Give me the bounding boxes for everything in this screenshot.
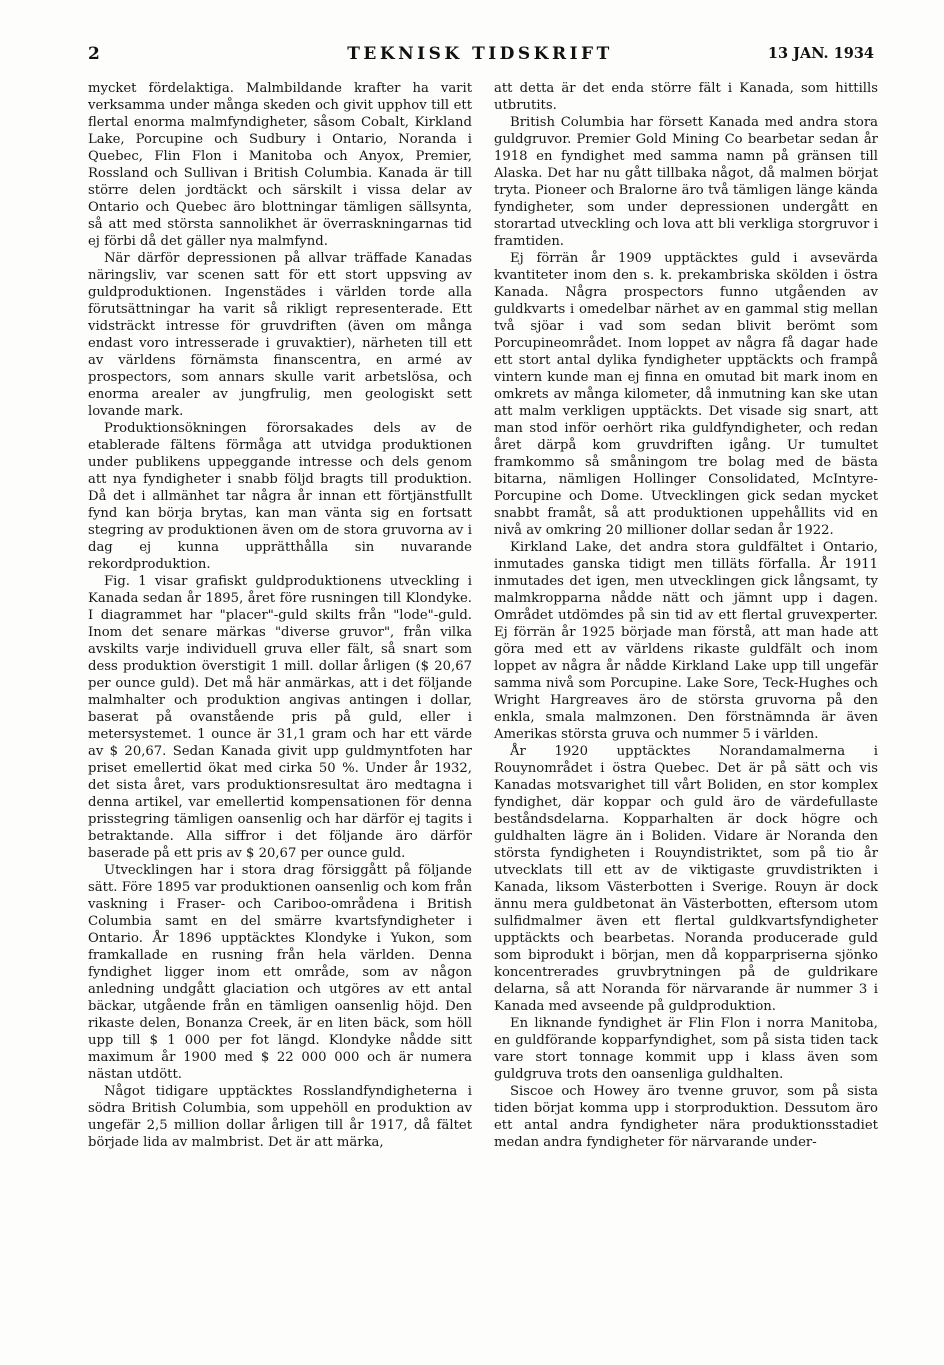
- paragraph: Något tidigare upptäcktes Rosslandfyndigheterna i södra British Columbia, som uppehöll en produktion av ungefär 2,5 million dollar årligen till år 1917, då fältet började lida av malmbrist. Det är att märka,: [88, 1084, 472, 1150]
- paragraph: Produktionsökningen förorsakades dels av de etablerade fältens förmåga att utvidga produktionen under publikens uppeggande intresse och dels genom att nya fyndigheter i snabb följd bragts till produktion. Då det i allmänhet tar några år innan ett förtjänstfullt fynd kan börja brytas, kan man vänta sig en fortsatt stegring av produktionen även om de stora gruvorna av i dag ej kunna upprätthålla sin nuvarande rekordproduktion.: [88, 421, 472, 572]
- right-column: [494, 80, 878, 1151]
- issue-date: 13 JAN. 1934: [767, 45, 874, 62]
- paragraph: mycket fördelaktiga. Malmbildande krafter ha varit verksamma under många skeden och givit upphov till ett flertal enorma malmfyndigheter, såsom Cobalt, Kirkland Lake, Porcupine och Sudbury i Ontario, Noranda i Quebec, Flin Flon i Manitoba och Anyox, Premier, Rossland och Sullivan i British Columbia. Kanada är till större delen jordtäckt och särskilt i vissa delar av Ontario och Quebec äro blottningar tämligen sällsynta, så att med största sannolikhet är överraskningarnas tid ej förbi då det gäller nya malmfynd.: [88, 81, 472, 249]
- paragraph: Ej förrän år 1909 upptäcktes guld i avsevärda kvantiteter inom den s. k. prekambriska skölden i östra Kanada. Några prospectors funno utgåenden av guldkvarts i omedelbar närhet av en gammal stig mellan två sjöar i vad som sedan blivit berömt som Porcupineområdet. Inom loppet av några få dagar hade ett stort antal dylika fyndigheter upptäckts och frampå vintern kunde man ej finna en omutad bit mark inom en omkrets av många kilometer, då inmutning kan ske utan att malm verkligen upptäckts. Det visade sig snart, att man stod inför oerhört rika guldfyndigheter, och redan året därpå kom gruvdriften igång. Ur tumultet framkommo så småningom tre bolag med de bästa bitarna, nämligen Hollinger Consolidated, McIntyre-Porcupine och Dome. Utvecklingen gick sedan mycket snabbt framåt, så att produktionen uppehållits vid en nivå av omkring 20 millioner dollar sedan år 1922.: [494, 251, 878, 538]
- page-number: 2: [88, 44, 100, 64]
- paragraph: att detta är det enda större fält i Kanada, som hittills utbrutits.: [494, 81, 878, 113]
- paragraph: När därför depressionen på allvar träffade Kanadas näringsliv, var scenen satt för ett stort uppsving av guldproduktionen. Ingenstädes i världen torde alla förutsättningar ha varit så rikligt representerade. Ett vidsträckt intresse för gruvdriften (även om många endast voro intresserade i gruvaktier), närheten till ett av världens förnämsta finanscentra, en armé av prospectors, som annars skulle varit arbetslösa, och enorma arealer av jungfrulig, men geologiskt sett lovande mark.: [88, 251, 472, 419]
- paragraph: År 1920 upptäcktes Norandamalmerna i Rouynområdet i östra Quebec. Det är på sätt och vis Kanadas motsvarighet till vårt Boliden, en stor komplex fyndighet, där koppar och guld äro de värdefullaste beståndsdelarna. Kopparhalten är dock högre och guldhalten lägre än i Boliden. Vidare är Noranda den största fyndigheten i Rouyndistriktet, som på tio år utvecklats till ett av de viktigaste gruvdistrikten i Kanada, liksom Västerbotten i Sverige. Rouyn är dock ännu mera guldbetonat än Västerbotten, eftersom utom sulfidmalmer även ett flertal guldkvartsfyndigheter upptäckts och bearbetas. Noranda producerade guld som biprodukt i början, men då kopparpriserna sjönko koncentrerades gruvbrytningen på de guldrikare delarna, så att Noranda för närvarande är nummer 3 i Kanada med avseende på guldproduktion.: [494, 744, 878, 1014]
- paragraph: Utvecklingen har i stora drag försiggått på följande sätt. Före 1895 var produktionen oansenlig och kom från vaskning i Fraser- och Cariboo-områdena i British Columbia samt en del smärre kvartsfyndigheter i Ontario. År 1896 upptäcktes Klondyke i Yukon, som framkallade en rusning från hela världen. Denna fyndighet ligger inom ett område, som av någon anledning undgått glaciation och utgöres av ett antal bäckar, utgående från en tämligen oansenlig höjd. Den rikaste delen, Bonanza Creek, är en liten bäck, som höll upp till $ 1 000 per fot längd. Klondyke nådde sitt maximum år 1900 med $ 22 000 000 och är numera nästan utdött.: [88, 863, 472, 1082]
- paragraph: British Columbia har försett Kanada med andra stora guldgruvor. Premier Gold Mining Co bearbetar sedan år 1918 en fyndighet med samma namn på gränsen till Alaska. Det har nu gått tillbaka något, då malmen börjat tryta. Pioneer och Bralorne äro två tämligen länge kända fyndigheter, som under depressionen undergått en storartad utveckling och lova att bli verkliga storgruvor i framtiden.: [494, 115, 878, 249]
- paragraph: Siscoe och Howey äro tvenne gruvor, som på sista tiden börjat komma upp i storproduktion. Dessutom äro ett antal andra fyndigheter nära produktionsstadiet medan andra fyndigheter för närvarande under-: [494, 1084, 878, 1150]
- paragraph: Kirkland Lake, det andra stora guldfältet i Ontario, inmutades ganska tidigt men tilläts förfalla. År 1911 inmutades det igen, men utvecklingen gick långsamt, ty malmkropparna nådde nätt och jämnt upp i dagen. Området utdömdes på sin tid av ett flertal gruvexperter. Ej förrän år 1925 började man förstå, att man hade att göra med ett av världens rikaste guldfält och inom loppet av några år nådde Kirkland Lake upp till ungefär samma nivå som Porcupine. Lake Sore, Teck-Hughes och Wright Hargreaves äro de största gruvorna på den enkla, smala malmzonen. Den förstnämnda är även Amerikas största gruva och nummer 5 i världen.: [494, 540, 878, 742]
- paragraph: En liknande fyndighet är Flin Flon i norra Manitoba, en guldförande kopparfyndighet, som på sista tiden tack vare stort tonnage kommit upp i klass även som guldgruva trots den oansenliga guldhalten.: [494, 1016, 878, 1082]
- left-column: [88, 80, 472, 1151]
- paragraph: Fig. 1 visar grafiskt guldproduktionens utveckling i Kanada sedan år 1895, året före rusningen till Klondyke. I diagrammet har "placer"-guld skilts från "lode"-guld. Inom det senare märkas "diverse gruvor", från vilka avskilts varje individuell gruva eller fält, så snart som dess produktion överstigit 1 mill. dollar årligen ($ 20,67 per ounce guld). Det må här anmärkas, att i det följande malmhalter och produktion angivas antingen i dollar, baserat på ovanstående pris på guld, eller i metersystemet. 1 ounce är 31,1 gram och har ett värde av $ 20,67. Sedan Kanada givit upp guldmyntfoten har priset emellertid ökat med cirka 50 %. Under år 1932, det sista året, vars produktionsresultat äro medtagna i denna artikel, var emellertid kompensationen för denna prisstegring tämligen oansenlig och har därför ej tagits i betraktande. Alla siffror i det följande äro därför baserade på ett pris av $ 20,67 per ounce guld.: [88, 574, 472, 861]
- journal-title: TEKNISK TIDSKRIFT: [347, 44, 613, 64]
- page-header: [84, 44, 876, 70]
